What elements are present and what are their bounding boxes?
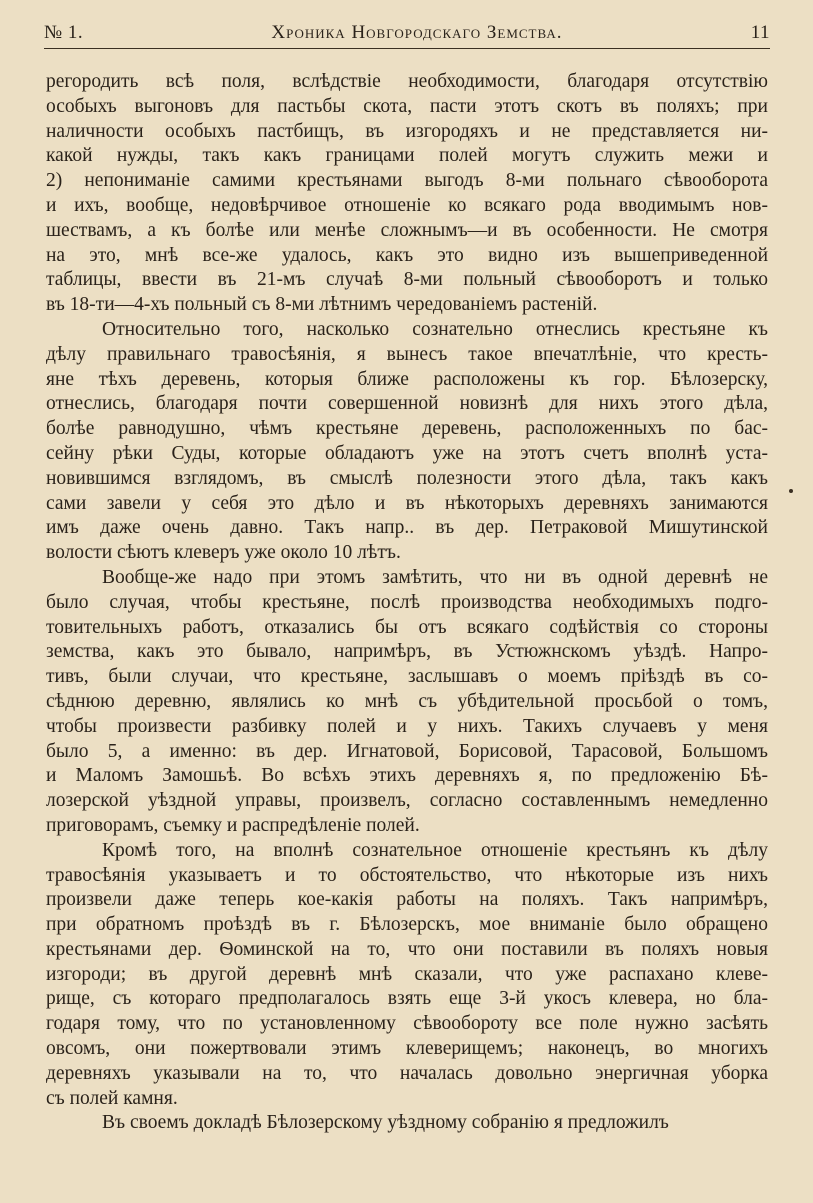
text-line: шествамъ, а къ болѣе или менѣе сложнымъ—и въ особенности. Не смотря — [46, 219, 768, 241]
text-line: произвели даже теперь кое-какія работы на поляхъ. Такъ напримѣръ, — [46, 889, 768, 911]
text-line: волости сѣютъ клеверъ уже около 10 лѣтъ. — [46, 542, 401, 564]
text-line: изгороди; въ другой деревнѣ мнѣ сказали, что уже распахано клеве- — [46, 963, 768, 985]
text-line: годаря тому, что по установленному сѣвообороту все поле нужно засѣять — [46, 1013, 768, 1035]
text-line: травосѣянія указываетъ и то обстоятельство, что нѣкоторые изъ нихъ — [46, 864, 768, 886]
text-line: земства, какъ это бывало, напримѣръ, въ Устюжнскомъ уѣздѣ. Напро- — [46, 641, 768, 663]
text-line: 2) непониманіе самими крестьянами выгодъ 8-ми польнаго сѣвооборота — [46, 170, 768, 192]
text-line: таблицы, ввести въ 21-мъ случаѣ 8-ми польный сѣвооборотъ и только — [46, 269, 768, 291]
issue-number: № 1. — [44, 22, 84, 43]
text-line: регородить всѣ поля, вслѣдствіе необходимости, благодаря отсутствію — [46, 71, 768, 92]
page-header — [44, 18, 770, 48]
text-line: лозерской уѣздной управы, произвелъ, согласно составленнымъ немедленно — [46, 790, 768, 812]
text-line: сами завели у себя это дѣло и въ нѣкоторыхъ деревняхъ занимаются — [46, 492, 768, 514]
text-line: на это, мнѣ все-же удалось, какъ это видно изъ вышеприведенной — [46, 244, 768, 266]
paragraph-start: Относительно того, насколько сознательно отнеслись крестьяне къ — [102, 318, 768, 340]
text-line: овсомъ, они пожертвовали этимъ клеверищемъ; наконецъ, во многихъ — [46, 1038, 768, 1060]
text-line: крестьянами дер. Ѳоминской на то, что они поставили въ поляхъ новыя — [46, 938, 768, 960]
text-line: чтобы произвести разбивку полей и у нихъ. Такихъ случаевъ у меня — [46, 715, 768, 737]
text-line: сѣднюю деревню, являлись ко мнѣ съ убѣдительной просьбой о томъ, — [46, 690, 768, 712]
text-line: товительныхъ работъ, отказались бы отъ всякаго содѣйствія со стороны — [46, 616, 768, 638]
text-line: новившимся взглядомъ, въ смыслѣ полезности этого дѣла, такъ какъ — [46, 467, 768, 489]
text-line: при обратномъ проѣздѣ въ г. Бѣлозерскъ, мое вниманіе было обращено — [46, 914, 768, 936]
text-line: рище, съ котораго предполагалось взять еще 3-й укосъ клевера, но бла- — [46, 988, 768, 1010]
text-line: наличности особыхъ пастбищъ, въ изгородяхъ и не представляется ни- — [46, 120, 768, 142]
paragraph-start: Кромѣ того, на вполнѣ сознательное отношеніе крестьянъ къ дѣлу — [102, 839, 768, 861]
paragraph-start: Въ своемъ докладѣ Бѣлозерскому уѣздному собранію я предложилъ — [102, 1112, 669, 1134]
text-line: болѣе равнодушно, чѣмъ крестьяне деревень, расположенныхъ по бас- — [46, 418, 768, 440]
header-rule — [44, 48, 770, 49]
margin-mark — [789, 489, 793, 493]
text-line: имъ даже очень давно. Такъ напр.. въ дер. Петраковой Мишутинской — [46, 517, 768, 539]
text-line: особыхъ выгоновъ для пастьбы скота, пасти этотъ скотъ въ поляхъ; при — [46, 95, 768, 117]
text-line: яне тѣхъ деревень, которыя ближе расположены къ гор. Бѣлозерску, — [46, 368, 768, 390]
text-line: сейну рѣки Суды, которые обладаютъ уже на этотъ счетъ вполнѣ уста- — [46, 442, 768, 464]
running-title: Хроника Новгородскаго Земства. — [271, 22, 563, 43]
text-line: и Маломъ Замошьѣ. Во всѣхъ этихъ деревняхъ я, по предложенію Бѣ- — [46, 765, 768, 787]
text-line: въ 18-ти—4-хъ польный съ 8-ми лѣтнимъ чередованіемъ растеній. — [46, 294, 598, 316]
paragraph-start: Вообще-же надо при этомъ замѣтить, что ни въ одной деревнѣ не — [102, 566, 768, 588]
body-text — [46, 70, 768, 1136]
text-line: было случая, чтобы крестьяне, послѣ производства необходимыхъ подго- — [46, 591, 768, 613]
text-line: приговорамъ, съемку и распредѣленіе полей. — [46, 814, 420, 836]
text-line: отнеслись, благодаря почти совершенной новизнѣ для нихъ этого дѣла, — [46, 393, 768, 415]
text-line: съ полей камня. — [46, 1087, 178, 1109]
text-line: было 5, а именно: въ дер. Игнатовой, Борисовой, Тарасовой, Большомъ — [46, 740, 768, 762]
text-line: тивъ, были случаи, что крестьяне, заслышавъ о моемъ пріѣздѣ въ со- — [46, 666, 768, 688]
text-line: какой нужды, такъ какъ границами полей могутъ служить межи и — [46, 145, 768, 167]
text-line: деревняхъ указывали на то, что началась довольно энергичная уборка — [46, 1062, 768, 1084]
text-line: дѣлу правильнаго травосѣянія, я вынесъ такое впечатлѣніе, что кресть- — [46, 343, 768, 365]
text-line: и ихъ, вообще, недовѣрчивое отношеніе ко всякаго рода вводимымъ нов- — [46, 194, 768, 216]
page-number: 11 — [750, 22, 770, 43]
